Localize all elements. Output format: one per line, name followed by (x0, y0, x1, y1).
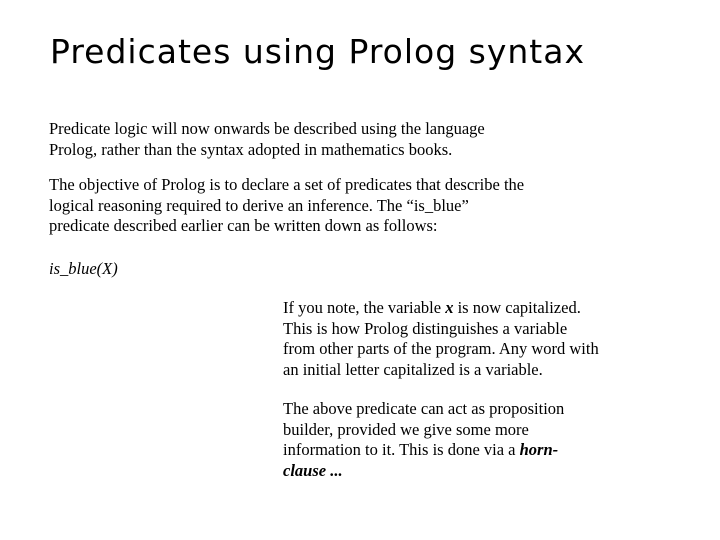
prolog-predicate-example: is_blue(X) (49, 259, 118, 278)
variable-name: x (445, 298, 454, 317)
variable-note-paragraph (283, 298, 599, 380)
text-line: logical reasoning required to derive an inference. The “is_blue” (49, 195, 469, 215)
text-line: The objective of Prolog is to declare a set of predicates that describe the (49, 175, 525, 194)
text-line: Prolog, rather than the syntax adopted in mathematics books. (49, 139, 453, 159)
text-fragment: is now capitalized. (453, 298, 581, 317)
objective-paragraph (49, 175, 524, 237)
text-fragment: information to it. This is done via a (283, 440, 520, 459)
text-line: from other parts of the program. Any word with (283, 339, 599, 358)
intro-paragraph (49, 119, 485, 160)
text-line: This is how Prolog distinguishes a variable (283, 318, 568, 338)
text-fragment: If you note, the variable (283, 298, 446, 317)
text-line (283, 298, 599, 319)
text-line: builder, provided we give some more (283, 419, 529, 439)
text-line: Predicate logic will now onwards be described using the language (49, 119, 485, 138)
horn-clause-term: clause (283, 460, 327, 480)
horn-clause-term: horn- (519, 440, 559, 459)
text-line: an initial letter capitalized is a variable. (283, 359, 543, 379)
slide-title: Predicates using Prolog syntax (50, 32, 585, 71)
text-line: predicate described earlier can be written down as follows: (49, 216, 438, 235)
text-line (283, 440, 564, 461)
text-line (283, 461, 564, 482)
text-fragment: ... (326, 460, 343, 480)
horn-clause-paragraph (283, 399, 564, 481)
text-line: The above predicate can act as proposition (283, 399, 565, 418)
